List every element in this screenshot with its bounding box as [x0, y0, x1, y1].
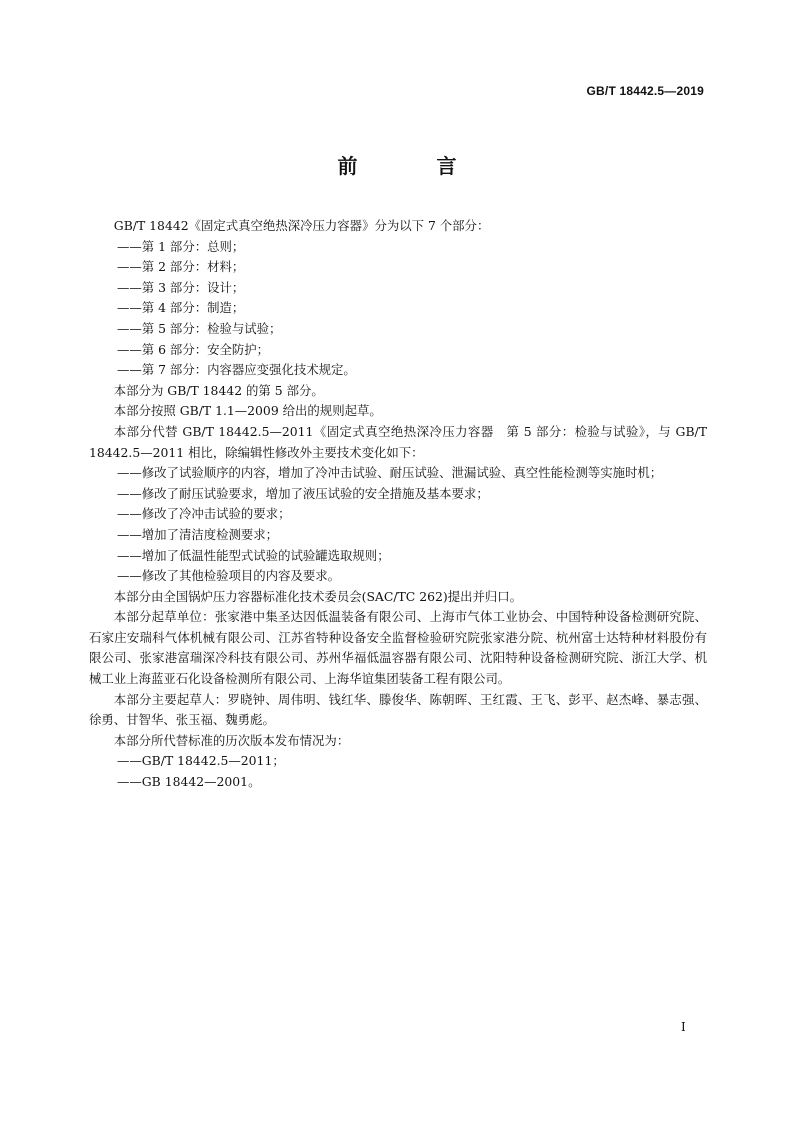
parts-intro: GB/T 18442《固定式真空绝热深冷压力容器》分为以下 7 个部分：: [113, 218, 490, 233]
change-list-item: ——增加了清洁度检测要求；: [117, 526, 279, 542]
page-number: I: [681, 1020, 686, 1034]
history-list-item: ——GB 18442—2001。: [117, 774, 261, 790]
part-list-item: ——第 2 部分：材料；: [117, 259, 245, 275]
foreword-body: [89, 216, 707, 793]
change-list-item: ——修改了耐压试验要求，增加了液压试验的安全措施及基本要求；: [117, 485, 489, 501]
change-list-item: ——修改了其他检验项目的内容及要求。: [117, 568, 341, 584]
part-list-item: ——第 1 部分：总则；: [117, 238, 245, 254]
part-list-item: ——第 4 部分：制造；: [117, 300, 245, 316]
main-drafters: 本部分主要起草人：罗晓钟、周伟明、钱红华、滕俊华、陈朝晖、王红霞、王飞、彭平、赵杰峰、暴志强、徐勇、甘智华、张玉福、魏勇彪。: [89, 691, 707, 728]
change-list-item: ——增加了低温性能型式试验的试验罐选取规则；: [117, 547, 390, 563]
history-list-item: ——GB/T 18442.5—2011；: [117, 753, 285, 769]
part-list-item: ——第 5 部分：检验与试验；: [117, 320, 282, 336]
history-intro: 本部分所代替标准的历次版本发布情况为：: [113, 732, 350, 748]
replacement-statement: 本部分代替 GB/T 18442.5—2011《固定式真空绝热深冷压力容器 第 5 部分：检验与试验》，与 GB/T 18442.5—2011 相比，除编辑性修改外主要技术变化如下：: [89, 423, 707, 460]
page-title: 前 言: [337, 154, 493, 178]
drafting-units: 本部分起草单位：张家港中集圣达因低温装备有限公司、上海市气体工业协会、中国特种设备检测研究院、石家庄安瑞科气体机械有限公司、江苏省特种设备安全监督检验研究院张家港分院、杭州富士达特种材料股份有限公司、张家港富瑞深冷科技有限公司、苏州华福低温容器有限公司、沈阳特种设备检测研究院、浙江大学、机械工业上海蓝亚石化设备检测所有限公司、上海华谊集团装备工程有限公司。: [89, 609, 707, 687]
part-list-item: ——第 6 部分：安全防护；: [117, 341, 270, 357]
part-statement: 本部分为 GB/T 18442 的第 5 部分。: [113, 382, 324, 398]
change-list-item: ——修改了冷冲击试验的要求；: [117, 506, 291, 522]
part-list-item: ——第 3 部分：设计；: [117, 279, 245, 295]
change-list-item: ——修改了试验顺序的内容，增加了冷冲击试验、耐压试验、泄漏试验、真空性能检测等实施时机；: [117, 465, 663, 481]
drafting-rules-statement: 本部分按照 GB/T 1.1—2009 给出的规则起草。: [113, 403, 382, 419]
proposer-statement: 本部分由全国锅炉压力容器标准化技术委员会(SAC/TC 262)提出并归口。: [113, 588, 523, 604]
standard-number: GB/T 18442.5—2019: [586, 84, 704, 98]
part-list-item: ——第 7 部分：内容器应变强化技术规定。: [117, 362, 356, 378]
